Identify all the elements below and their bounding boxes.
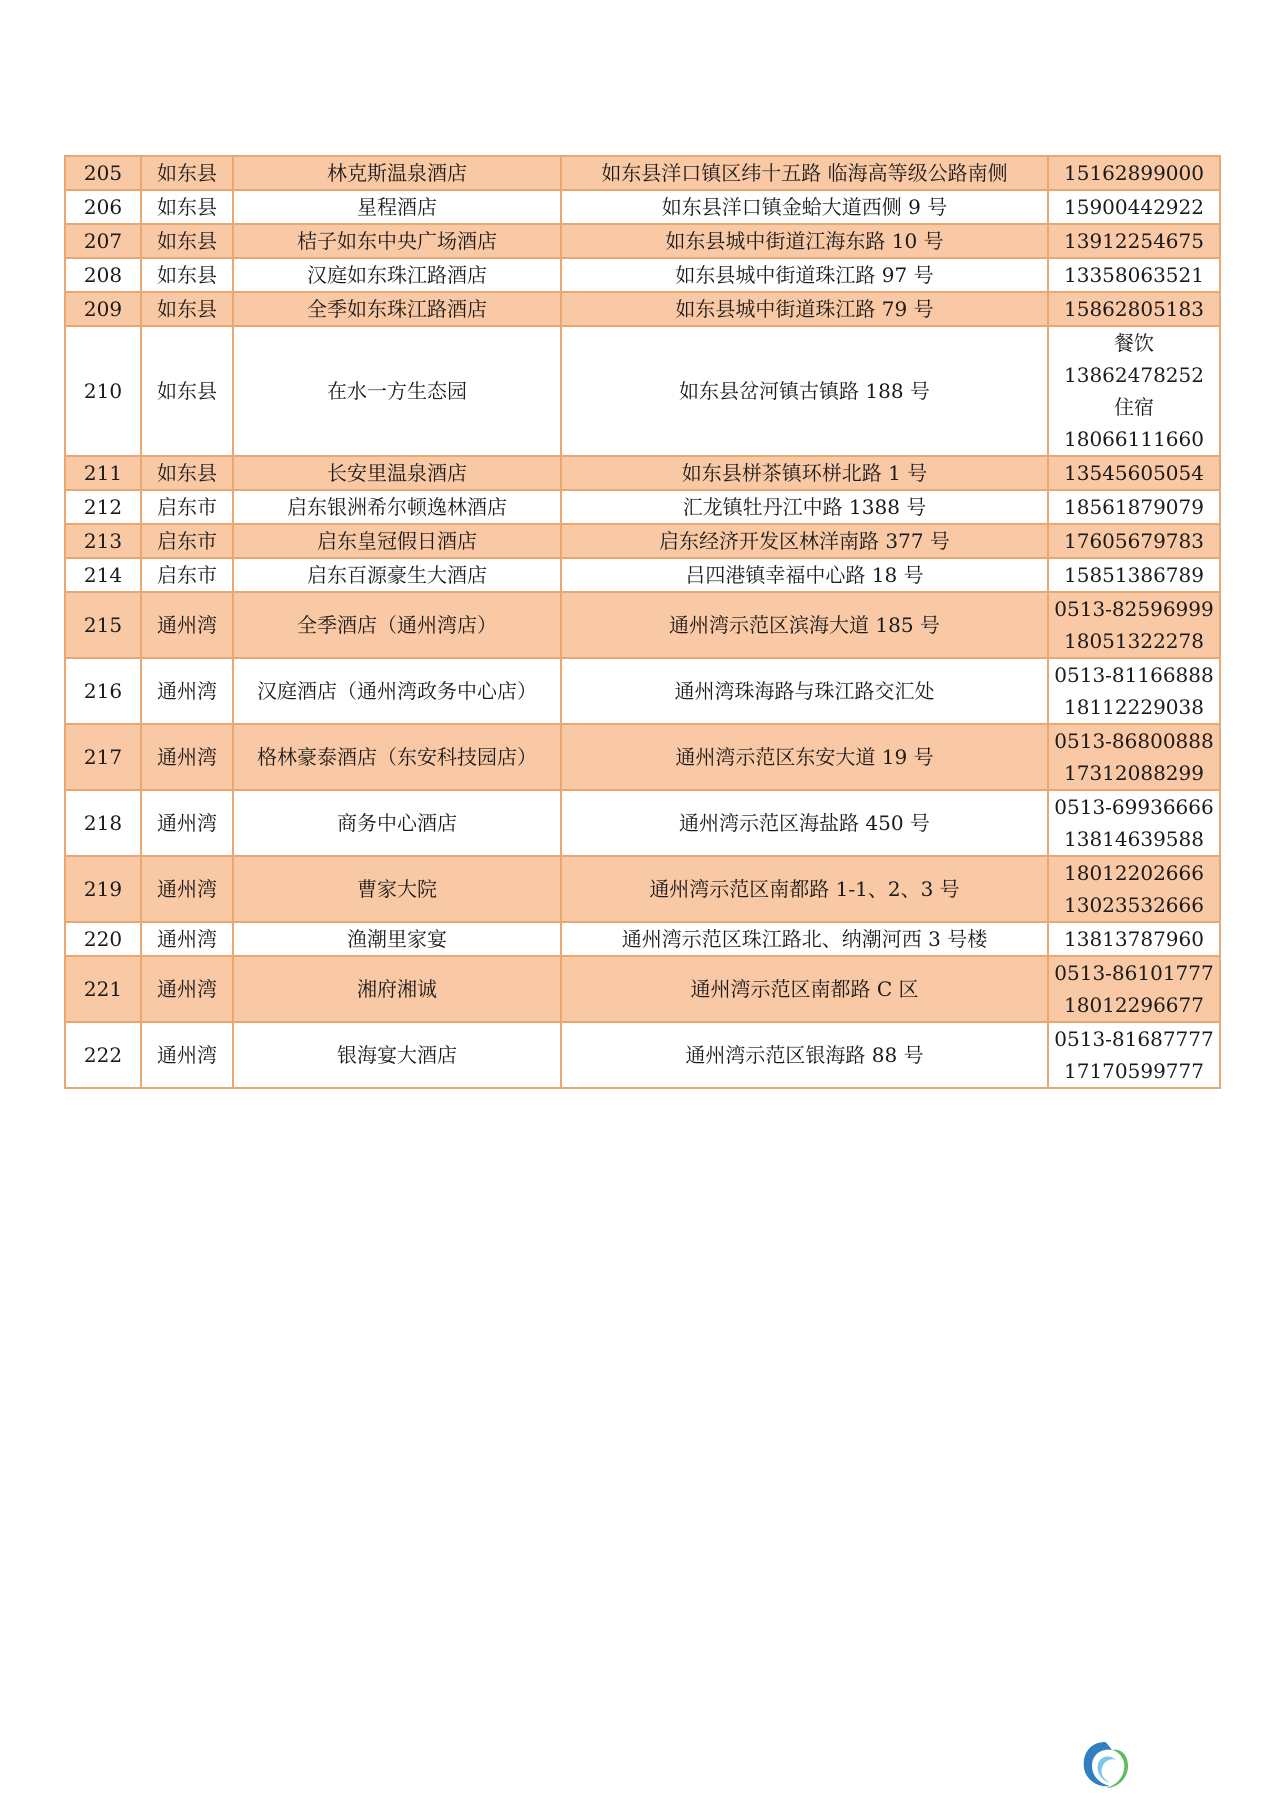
venue-name-cell: 启东皇冠假日酒店 bbox=[233, 524, 561, 558]
contact-cell bbox=[1048, 524, 1220, 558]
contact-cell bbox=[1048, 190, 1220, 224]
contact-line: 18012202666 bbox=[1064, 861, 1204, 885]
table-row bbox=[65, 724, 1220, 790]
address-cell: 如东县岔河镇古镇路 188 号 bbox=[561, 326, 1048, 456]
contact-line: 餐饮 bbox=[1114, 331, 1154, 355]
table-row bbox=[65, 956, 1220, 1022]
contact-line: 0513-86800888 bbox=[1054, 729, 1214, 753]
district-cell: 启东市 bbox=[141, 524, 233, 558]
address-cell: 如东县城中街道珠江路 79 号 bbox=[561, 292, 1048, 326]
venue-name-cell: 启东百源豪生大酒店 bbox=[233, 558, 561, 592]
venue-name-cell: 汉庭酒店（通州湾政务中心店） bbox=[233, 658, 561, 724]
number-cell: 212 bbox=[65, 490, 141, 524]
contact-line: 13358063521 bbox=[1064, 263, 1204, 287]
table-row bbox=[65, 292, 1220, 326]
address-cell: 通州湾示范区南都路 C 区 bbox=[561, 956, 1048, 1022]
district-cell: 通州湾 bbox=[141, 790, 233, 856]
venue-table bbox=[64, 155, 1221, 1089]
address-cell: 通州湾珠海路与珠江路交汇处 bbox=[561, 658, 1048, 724]
number-cell: 206 bbox=[65, 190, 141, 224]
district-cell: 通州湾 bbox=[141, 856, 233, 922]
table-row bbox=[65, 592, 1220, 658]
address-cell: 如东县城中街道珠江路 97 号 bbox=[561, 258, 1048, 292]
contact-line: 0513-86101777 bbox=[1054, 961, 1214, 985]
table-row bbox=[65, 156, 1220, 190]
contact-line: 15862805183 bbox=[1064, 297, 1204, 321]
venue-name-cell: 渔潮里家宴 bbox=[233, 922, 561, 956]
address-cell: 通州湾示范区滨海大道 185 号 bbox=[561, 592, 1048, 658]
number-cell: 220 bbox=[65, 922, 141, 956]
district-cell: 通州湾 bbox=[141, 922, 233, 956]
district-cell: 启东市 bbox=[141, 558, 233, 592]
contact-cell bbox=[1048, 224, 1220, 258]
district-cell: 如东县 bbox=[141, 190, 233, 224]
table-row bbox=[65, 922, 1220, 956]
contact-cell bbox=[1048, 490, 1220, 524]
contact-line: 18066111660 bbox=[1064, 427, 1204, 451]
venue-name-cell: 曹家大院 bbox=[233, 856, 561, 922]
district-cell: 如东县 bbox=[141, 326, 233, 456]
contact-cell bbox=[1048, 1022, 1220, 1088]
number-cell: 211 bbox=[65, 456, 141, 490]
contact-line: 18051322278 bbox=[1064, 629, 1204, 653]
table-row bbox=[65, 224, 1220, 258]
table-row bbox=[65, 190, 1220, 224]
venue-name-cell: 启东银洲希尔顿逸林酒店 bbox=[233, 490, 561, 524]
table-row bbox=[65, 1022, 1220, 1088]
district-cell: 通州湾 bbox=[141, 1022, 233, 1088]
contact-cell bbox=[1048, 790, 1220, 856]
contact-line: 13814639588 bbox=[1064, 827, 1204, 851]
table-row bbox=[65, 790, 1220, 856]
venue-name-cell: 全季如东珠江路酒店 bbox=[233, 292, 561, 326]
number-cell: 221 bbox=[65, 956, 141, 1022]
contact-line: 13912254675 bbox=[1064, 229, 1204, 253]
district-cell: 如东县 bbox=[141, 456, 233, 490]
number-cell: 205 bbox=[65, 156, 141, 190]
number-cell: 210 bbox=[65, 326, 141, 456]
number-cell: 219 bbox=[65, 856, 141, 922]
district-cell: 如东县 bbox=[141, 224, 233, 258]
address-cell: 通州湾示范区银海路 88 号 bbox=[561, 1022, 1048, 1088]
contact-line: 15162899000 bbox=[1064, 161, 1204, 185]
district-cell: 启东市 bbox=[141, 490, 233, 524]
address-cell: 如东县洋口镇金蛤大道西侧 9 号 bbox=[561, 190, 1048, 224]
contact-cell bbox=[1048, 292, 1220, 326]
district-cell: 通州湾 bbox=[141, 724, 233, 790]
address-cell: 吕四港镇幸福中心路 18 号 bbox=[561, 558, 1048, 592]
contact-line: 13862478252 bbox=[1064, 363, 1204, 387]
table-row bbox=[65, 658, 1220, 724]
table-row bbox=[65, 558, 1220, 592]
venue-name-cell: 湘府湘诚 bbox=[233, 956, 561, 1022]
district-cell: 通州湾 bbox=[141, 658, 233, 724]
address-cell: 通州湾示范区海盐路 450 号 bbox=[561, 790, 1048, 856]
table-row bbox=[65, 456, 1220, 490]
address-cell: 如东县城中街道江海东路 10 号 bbox=[561, 224, 1048, 258]
contact-cell bbox=[1048, 326, 1220, 456]
venue-name-cell: 在水一方生态园 bbox=[233, 326, 561, 456]
contact-cell bbox=[1048, 456, 1220, 490]
swirl-logo-icon bbox=[1078, 1738, 1132, 1792]
address-cell: 通州湾示范区东安大道 19 号 bbox=[561, 724, 1048, 790]
contact-line: 0513-82596999 bbox=[1054, 597, 1214, 621]
table-row bbox=[65, 258, 1220, 292]
contact-cell bbox=[1048, 592, 1220, 658]
venue-table-body bbox=[65, 156, 1220, 1088]
venue-name-cell: 银海宴大酒店 bbox=[233, 1022, 561, 1088]
number-cell: 217 bbox=[65, 724, 141, 790]
address-cell: 通州湾示范区珠江路北、纳潮河西 3 号楼 bbox=[561, 922, 1048, 956]
table-row bbox=[65, 326, 1220, 456]
contact-line: 15851386789 bbox=[1064, 563, 1204, 587]
contact-line: 18012296677 bbox=[1064, 993, 1204, 1017]
contact-cell bbox=[1048, 922, 1220, 956]
contact-cell bbox=[1048, 558, 1220, 592]
contact-cell bbox=[1048, 956, 1220, 1022]
contact-line: 15900442922 bbox=[1064, 195, 1204, 219]
number-cell: 214 bbox=[65, 558, 141, 592]
table-row bbox=[65, 490, 1220, 524]
contact-line: 0513-81687777 bbox=[1054, 1027, 1214, 1051]
contact-line: 13023532666 bbox=[1064, 893, 1204, 917]
contact-line: 17170599777 bbox=[1064, 1059, 1204, 1083]
contact-line: 13545605054 bbox=[1064, 461, 1204, 485]
number-cell: 213 bbox=[65, 524, 141, 558]
number-cell: 218 bbox=[65, 790, 141, 856]
venue-name-cell: 商务中心酒店 bbox=[233, 790, 561, 856]
address-cell: 如东县栟茶镇环栟北路 1 号 bbox=[561, 456, 1048, 490]
address-cell: 启东经济开发区林洋南路 377 号 bbox=[561, 524, 1048, 558]
district-cell: 如东县 bbox=[141, 292, 233, 326]
contact-line: 0513-69936666 bbox=[1054, 795, 1214, 819]
district-cell: 通州湾 bbox=[141, 956, 233, 1022]
table-row bbox=[65, 856, 1220, 922]
contact-line: 0513-81166888 bbox=[1054, 663, 1214, 687]
contact-line: 住宿 bbox=[1114, 395, 1154, 419]
contact-cell bbox=[1048, 724, 1220, 790]
number-cell: 209 bbox=[65, 292, 141, 326]
contact-line: 18561879079 bbox=[1064, 495, 1204, 519]
district-cell: 如东县 bbox=[141, 258, 233, 292]
contact-line: 17312088299 bbox=[1064, 761, 1204, 785]
contact-cell bbox=[1048, 658, 1220, 724]
address-cell: 汇龙镇牡丹江中路 1388 号 bbox=[561, 490, 1048, 524]
venue-name-cell: 长安里温泉酒店 bbox=[233, 456, 561, 490]
contact-cell bbox=[1048, 856, 1220, 922]
table-row bbox=[65, 524, 1220, 558]
number-cell: 215 bbox=[65, 592, 141, 658]
number-cell: 208 bbox=[65, 258, 141, 292]
address-cell: 通州湾示范区南都路 1-1、2、3 号 bbox=[561, 856, 1048, 922]
venue-name-cell: 林克斯温泉酒店 bbox=[233, 156, 561, 190]
contact-line: 13813787960 bbox=[1064, 927, 1204, 951]
district-cell: 如东县 bbox=[141, 156, 233, 190]
contact-line: 17605679783 bbox=[1064, 529, 1204, 553]
contact-cell bbox=[1048, 156, 1220, 190]
number-cell: 207 bbox=[65, 224, 141, 258]
number-cell: 222 bbox=[65, 1022, 141, 1088]
venue-name-cell: 桔子如东中央广场酒店 bbox=[233, 224, 561, 258]
district-cell: 通州湾 bbox=[141, 592, 233, 658]
venue-name-cell: 汉庭如东珠江路酒店 bbox=[233, 258, 561, 292]
venue-name-cell: 全季酒店（通州湾店） bbox=[233, 592, 561, 658]
contact-line: 18112229038 bbox=[1064, 695, 1204, 719]
address-cell: 如东县洋口镇区纬十五路 临海高等级公路南侧 bbox=[561, 156, 1048, 190]
contact-cell bbox=[1048, 258, 1220, 292]
venue-name-cell: 格林豪泰酒店（东安科技园店） bbox=[233, 724, 561, 790]
number-cell: 216 bbox=[65, 658, 141, 724]
venue-name-cell: 星程酒店 bbox=[233, 190, 561, 224]
